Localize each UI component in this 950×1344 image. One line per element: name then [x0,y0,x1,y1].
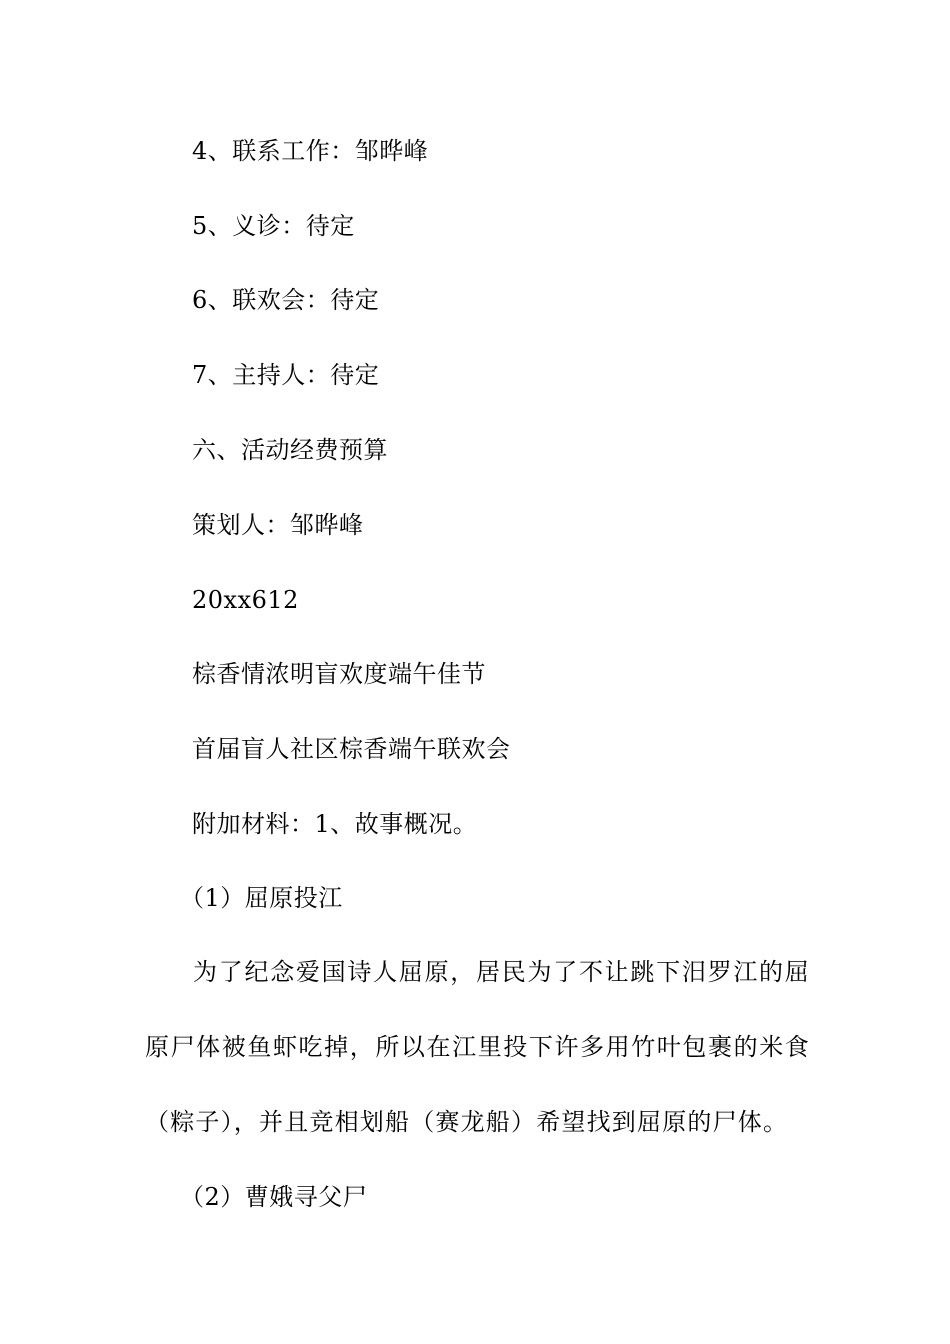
text-line-date: 20xx612 [192,586,299,614]
text-line-event-title: 首届盲人社区棕香端午联欢会 [192,735,511,763]
subheading-qu-yuan: （1）屈原投江 [180,884,343,912]
text-line-host: 7、主持人：待定 [192,361,380,389]
section-heading-budget: 六、活动经费预算 [192,436,388,464]
paragraph-qu-yuan-story: 为了纪念爱国诗人屈原，居民为了不让跳下汨罗江的屈原尸体被鱼虾吃掉，所以在江里投下许多用竹叶包裹的米食（粽子），并且竞相划船（赛龙船）希望找到屈原的尸体。 [145,958,810,1136]
text-line-free-clinic: 5、义诊：待定 [192,212,355,240]
text-line-contact-work: 4、联系工作：邹晔峰 [192,137,429,165]
text-line-slogan: 棕香情浓明盲欢度端午佳节 [192,660,486,688]
text-line-gala: 6、联欢会：待定 [192,286,380,314]
subheading-cao-e: （2）曹娥寻父尸 [180,1183,368,1211]
text-line-appendix: 附加材料：1、故事概况。 [192,810,478,838]
text-line-planner: 策划人：邹晔峰 [192,511,364,539]
